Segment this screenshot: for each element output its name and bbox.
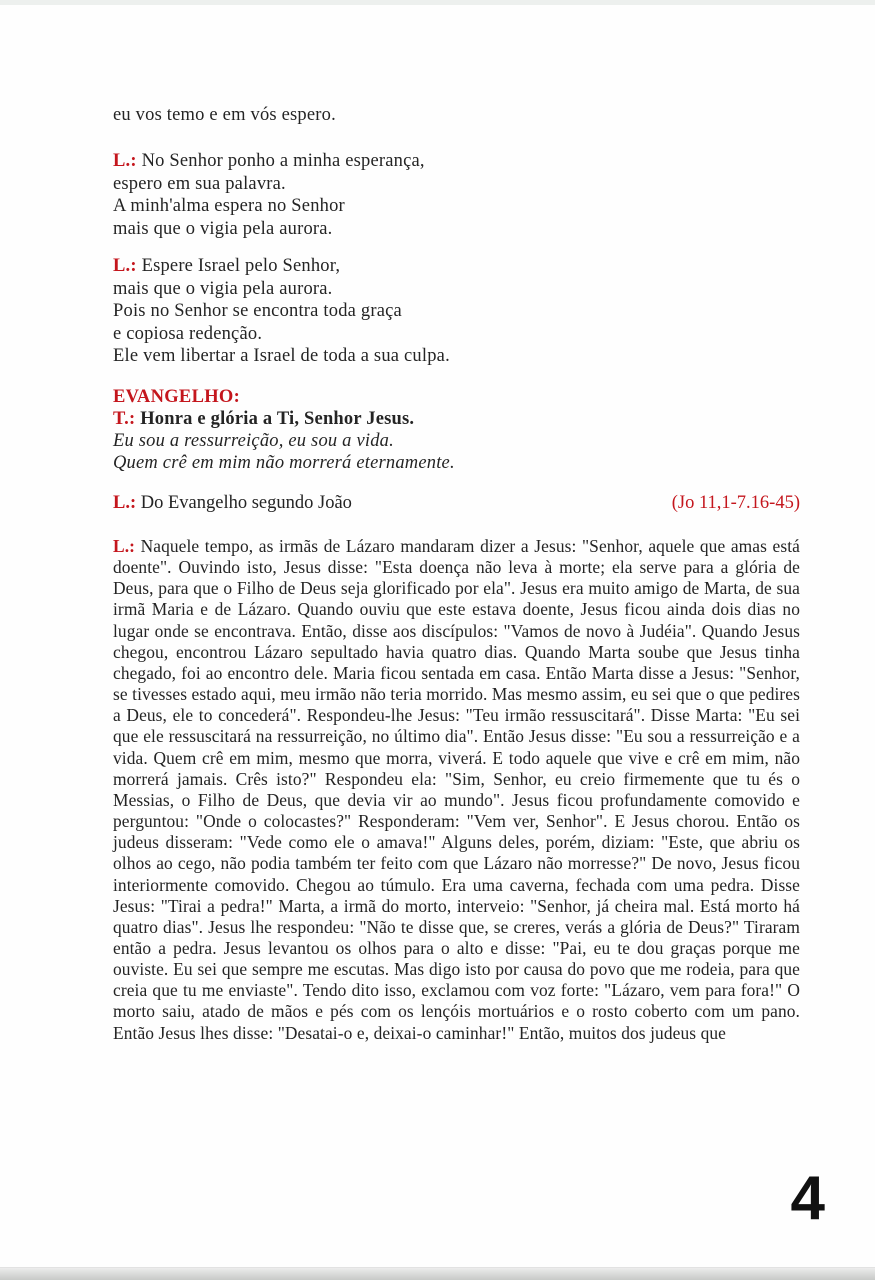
stanza-line [113,323,800,346]
lector-marker: L.: [113,536,136,556]
stanza-line-text: A minh'alma espera no Senhor [113,196,345,217]
stanza-line-text: Pois no Senhor se encontra toda graça [113,301,402,322]
acclamation-verse-line: Quem crê em mim não morrerá eternamente. [113,453,455,473]
gospel-intro-line [113,492,352,515]
psalm-stanza-1 [113,150,800,240]
stanza-line [113,150,800,173]
gospel-intro-row [113,492,800,515]
acclamation-verse-line: Eu sou a ressurreição, eu sou a vida. [113,431,394,451]
gospel-acclamation-line [113,408,800,430]
psalm-stanza-2 [113,255,800,368]
page-top-edge [0,0,875,5]
stanza-line-text: e copiosa redenção. [113,323,263,344]
assembly-marker: T.: [113,409,136,429]
lector-marker: L.: [113,493,137,513]
stanza-line [113,195,800,218]
stanza-line [113,173,800,196]
gospel-intro-text: Do Evangelho segundo João [140,493,352,513]
stanza-line [113,300,800,323]
acclamation-text: Honra e glória a Ti, Senhor Jesus. [140,409,415,429]
gospel-acclamation-block [113,386,800,474]
stanza-line-text: mais que o vigia pela aurora. [113,278,333,299]
stanza-line [113,255,800,278]
stanza-line-text: espero em sua palavra. [113,173,286,194]
stanza-line [113,278,800,301]
stanza-line [113,345,800,368]
psalm-continuation-line [113,104,800,127]
gospel-reading-text: Naquele tempo, as irmãs de Lázaro mandaram dizer a Jesus: "Senhor, aquele que amas está doente". Ouvindo isto, Jesus disse: "Esta doença não leva à morte; ela serve para a glória de Deus, para que o Filho de Deus seja glorificado por ela". Jesus era muito amigo de Marta, de sua irmã Maria e de Lázaro. Quando ouviu que este estava doente, Jesus ficou ainda dois dias no lugar onde se encontrava. Então, disse aos discípulos: "Vamos de novo à Judéia". Quando Jesus chegou, encontrou Lázaro sepultado havia quatro dias. Quando Marta soube que Jesus tinha chegado, foi ao encontro dele. Maria ficou sentada em casa. Então Marta disse a Jesus: "Senhor, se tivesses estado aqui, meu irmão não teria morrido. Mas mesmo assim, eu sei que o que pedires a Deus, ele to concederá". Respondeu-lhe Jesus: "Teu irmão ressuscitará". Disse Marta: "Eu sei que ele ressuscitará na ressurreição, no último dia". Então Jesus disse: "Eu sou a ressurreição e a vida. Quem crê em mim, mesmo que morra, viverá. E todo aquele que vive e crê em mim, não morrerá jamais. Crês isto?" Respondeu ela: "Sim, Senhor, eu creio firmemente que tu és o Messias, o Filho de Deus, que devia vir ao mundo". Jesus ficou profundamente comovido e perguntou: "Onde o colocastes?" Responderam: "Vem ver, Senhor". E Jesus chorou. Então os judeus disseram: "Vede como ele o amava!" Alguns deles, porém, diziam: "Este, que abriu os olhos ao cego, não podia também ter feito com que Lázaro não morresse?" De novo, Jesus ficou interiormente comovido. Chegou ao túmulo. Era uma caverna, fechada com uma pedra. Disse Jesus: "Tirai a pedra!" Marta, a irmã do morto, interveio: "Senhor, já cheira mal. Está morto há quatro dias". Jesus lhe respondeu: "Não te disse que, se creres, verás a glória de Deus?" Tiraram então a pedra. Jesus levantou os olhos para o alto e disse: "Pai, eu te dou graças porque me ouviste. Eu sei que sempre me escutas. Mas digo isto por causa do povo que me rodeia, para que creia que tu me enviaste". Tendo dito isso, exclamou com voz forte: "Lázaro, vem para fora!" O morto saiu, atado de mãos e pés com os lençóis mortuários e o rosto coberto com um pano. Então Jesus lhes disse: "Desatai-o e, deixai-o caminhar!" Então, muitos dos judeus que [113,536,800,1043]
psalm-continuation-text: eu vos temo e em vós espero. [113,105,336,125]
page-number: 4 [790,1164,825,1233]
scripture-reference: (Jo 11,1-7.16-45) [671,493,800,513]
gospel-reading-paragraph [113,536,800,1044]
stanza-line [113,218,800,241]
stanza-line-text: No Senhor ponho a minha esperança, [141,151,425,171]
gospel-section-heading: EVANGELHO: [113,387,241,407]
lector-marker: L.: [113,256,137,276]
stanza-line-text: Espere Israel pelo Senhor, [141,256,341,276]
lector-marker: L.: [113,151,137,171]
stanza-line-text: mais que o vigia pela aurora. [113,218,333,239]
page-bottom-edge [0,1267,875,1280]
stanza-line-text: Ele vem libertar a Israel de toda a sua culpa. [113,346,450,367]
